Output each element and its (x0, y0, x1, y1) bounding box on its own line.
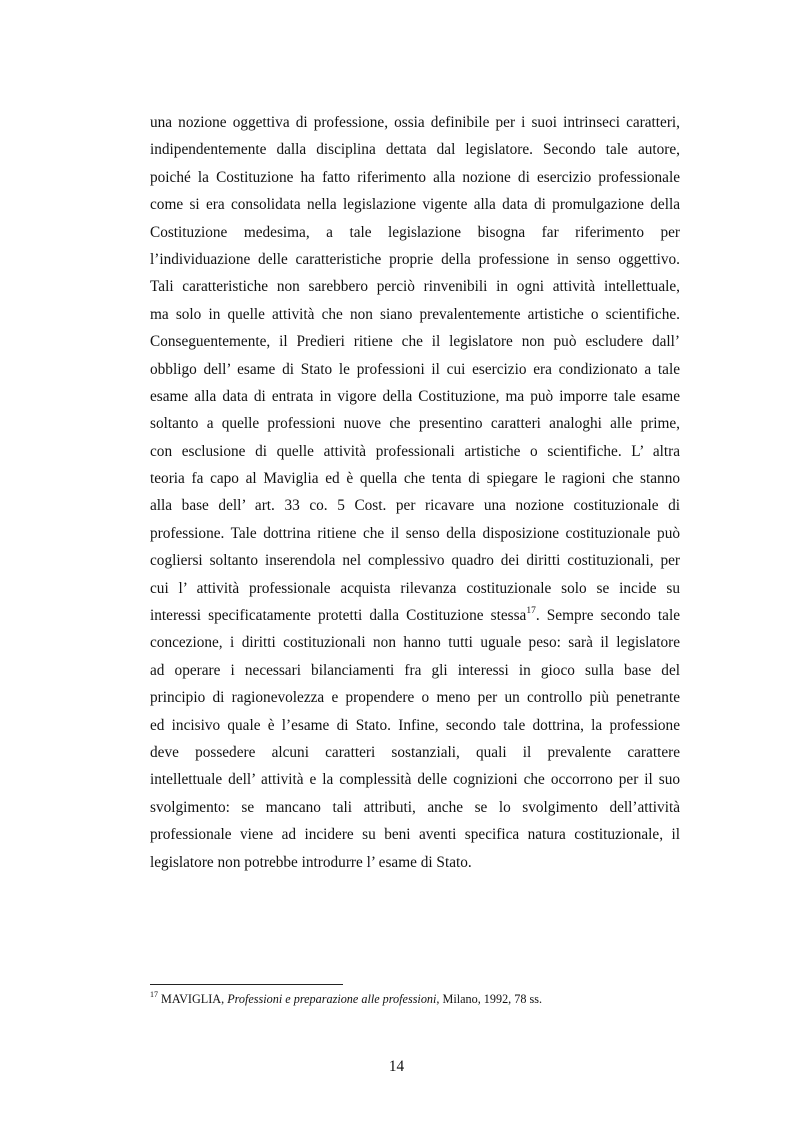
body-line: soltanto a quelle professioni nuove che presentino caratteri analoghi alle prime, (150, 415, 680, 433)
footnote-title: Professioni e preparazione alle professioni (227, 992, 437, 1006)
body-line: Conseguentemente, il Predieri ritiene che il legislatore non può escludere dall’ (150, 333, 680, 351)
body-line: indipendentemente dalla disciplina dettata dal legislatore. Secondo tale autore, (150, 141, 680, 159)
body-line: esame alla data di entrata in vigore della Costituzione, ma può imporre tale esame (150, 387, 680, 405)
body-line: deve possedere alcuni caratteri sostanziali, quali il prevalente carattere (150, 743, 680, 761)
body-line: con esclusione di quelle attività professionali artistiche o scientifiche. L’ altra (150, 442, 680, 460)
body-line: professione. Tale dottrina ritiene che il senso della disposizione costituzionale può (150, 524, 680, 542)
body-line: poiché la Costituzione ha fatto riferimento alla nozione di esercizio professionale (150, 168, 680, 186)
body-line: cogliersi soltanto inserendola nel complessivo quadro dei diritti costituzionali, per (150, 552, 680, 570)
body-line: come si era consolidata nella legislazione vigente alla data di promulgazione della (150, 196, 680, 214)
body-line: ad operare i necessari bilanciamenti fra gli interessi in gioco sulla base del (150, 661, 680, 679)
body-line: concezione, i diritti costituzionali non hanno tutti uguale peso: sarà il legislatore (150, 634, 680, 652)
body-line-segment: interessi specificatamente protetti dalla Costituzione stessa (150, 607, 527, 625)
body-line: Tali caratteristiche non sarebbero perciò rinvenibili in ogni attività intellettuale, (150, 278, 680, 296)
body-line-last: legislatore non potrebbe introdurre l’ esame di Stato. (150, 853, 472, 871)
body-line: intellettuale dell’ attività e la complessità delle cognizioni che occorrono per il suo (150, 771, 680, 789)
page-number: 14 (388, 1058, 405, 1075)
body-line-with-footnote-ref (150, 602, 680, 629)
footnote-number: 17 (150, 989, 158, 999)
footnote (150, 989, 543, 1007)
body-line: obbligo dell’ esame di Stato le professioni il cui esercizio era condizionato a tale (150, 360, 680, 378)
footnote-reference[interactable]: 17 (526, 605, 536, 616)
body-line: ed incisivo quale è l’esame di Stato. Infine, secondo tale dottrina, la professione (150, 716, 680, 734)
body-line: svolgimento: se mancano tali attributi, anche se lo svolgimento dell’attività (150, 798, 680, 816)
body-line: ma solo in quelle attività che non siano prevalentemente artistiche o scientifiche. (150, 305, 680, 323)
footnote-author: MAVIGLIA, (161, 992, 228, 1006)
body-line: alla base dell’ art. 33 co. 5 Cost. per ricavare una nozione costituzionale di (150, 497, 680, 515)
footnote-details: , Milano, 1992, 78 ss. (436, 992, 543, 1006)
body-line-segment: . Sempre secondo tale (535, 607, 680, 625)
footnote-separator (150, 984, 343, 985)
body-line: teoria fa capo al Maviglia ed è quella che tenta di spiegare le ragioni che stanno (150, 470, 680, 488)
body-line: l’individuazione delle caratteristiche proprie della professione in senso oggettivo. (150, 250, 680, 268)
body-line: una nozione oggettiva di professione, ossia definibile per i suoi intrinseci caratteri, (150, 114, 680, 131)
body-line: professionale viene ad incidere su beni aventi specifica natura costituzionale, il (150, 826, 680, 844)
body-line: principio di ragionevolezza e propendere o meno per un controllo più penetrante (150, 689, 680, 707)
body-text (150, 109, 680, 876)
body-line: Costituzione medesima, a tale legislazione bisogna far riferimento per (150, 223, 680, 241)
body-line: cui l’ attività professionale acquista rilevanza costituzionale solo se incide su (150, 579, 680, 597)
